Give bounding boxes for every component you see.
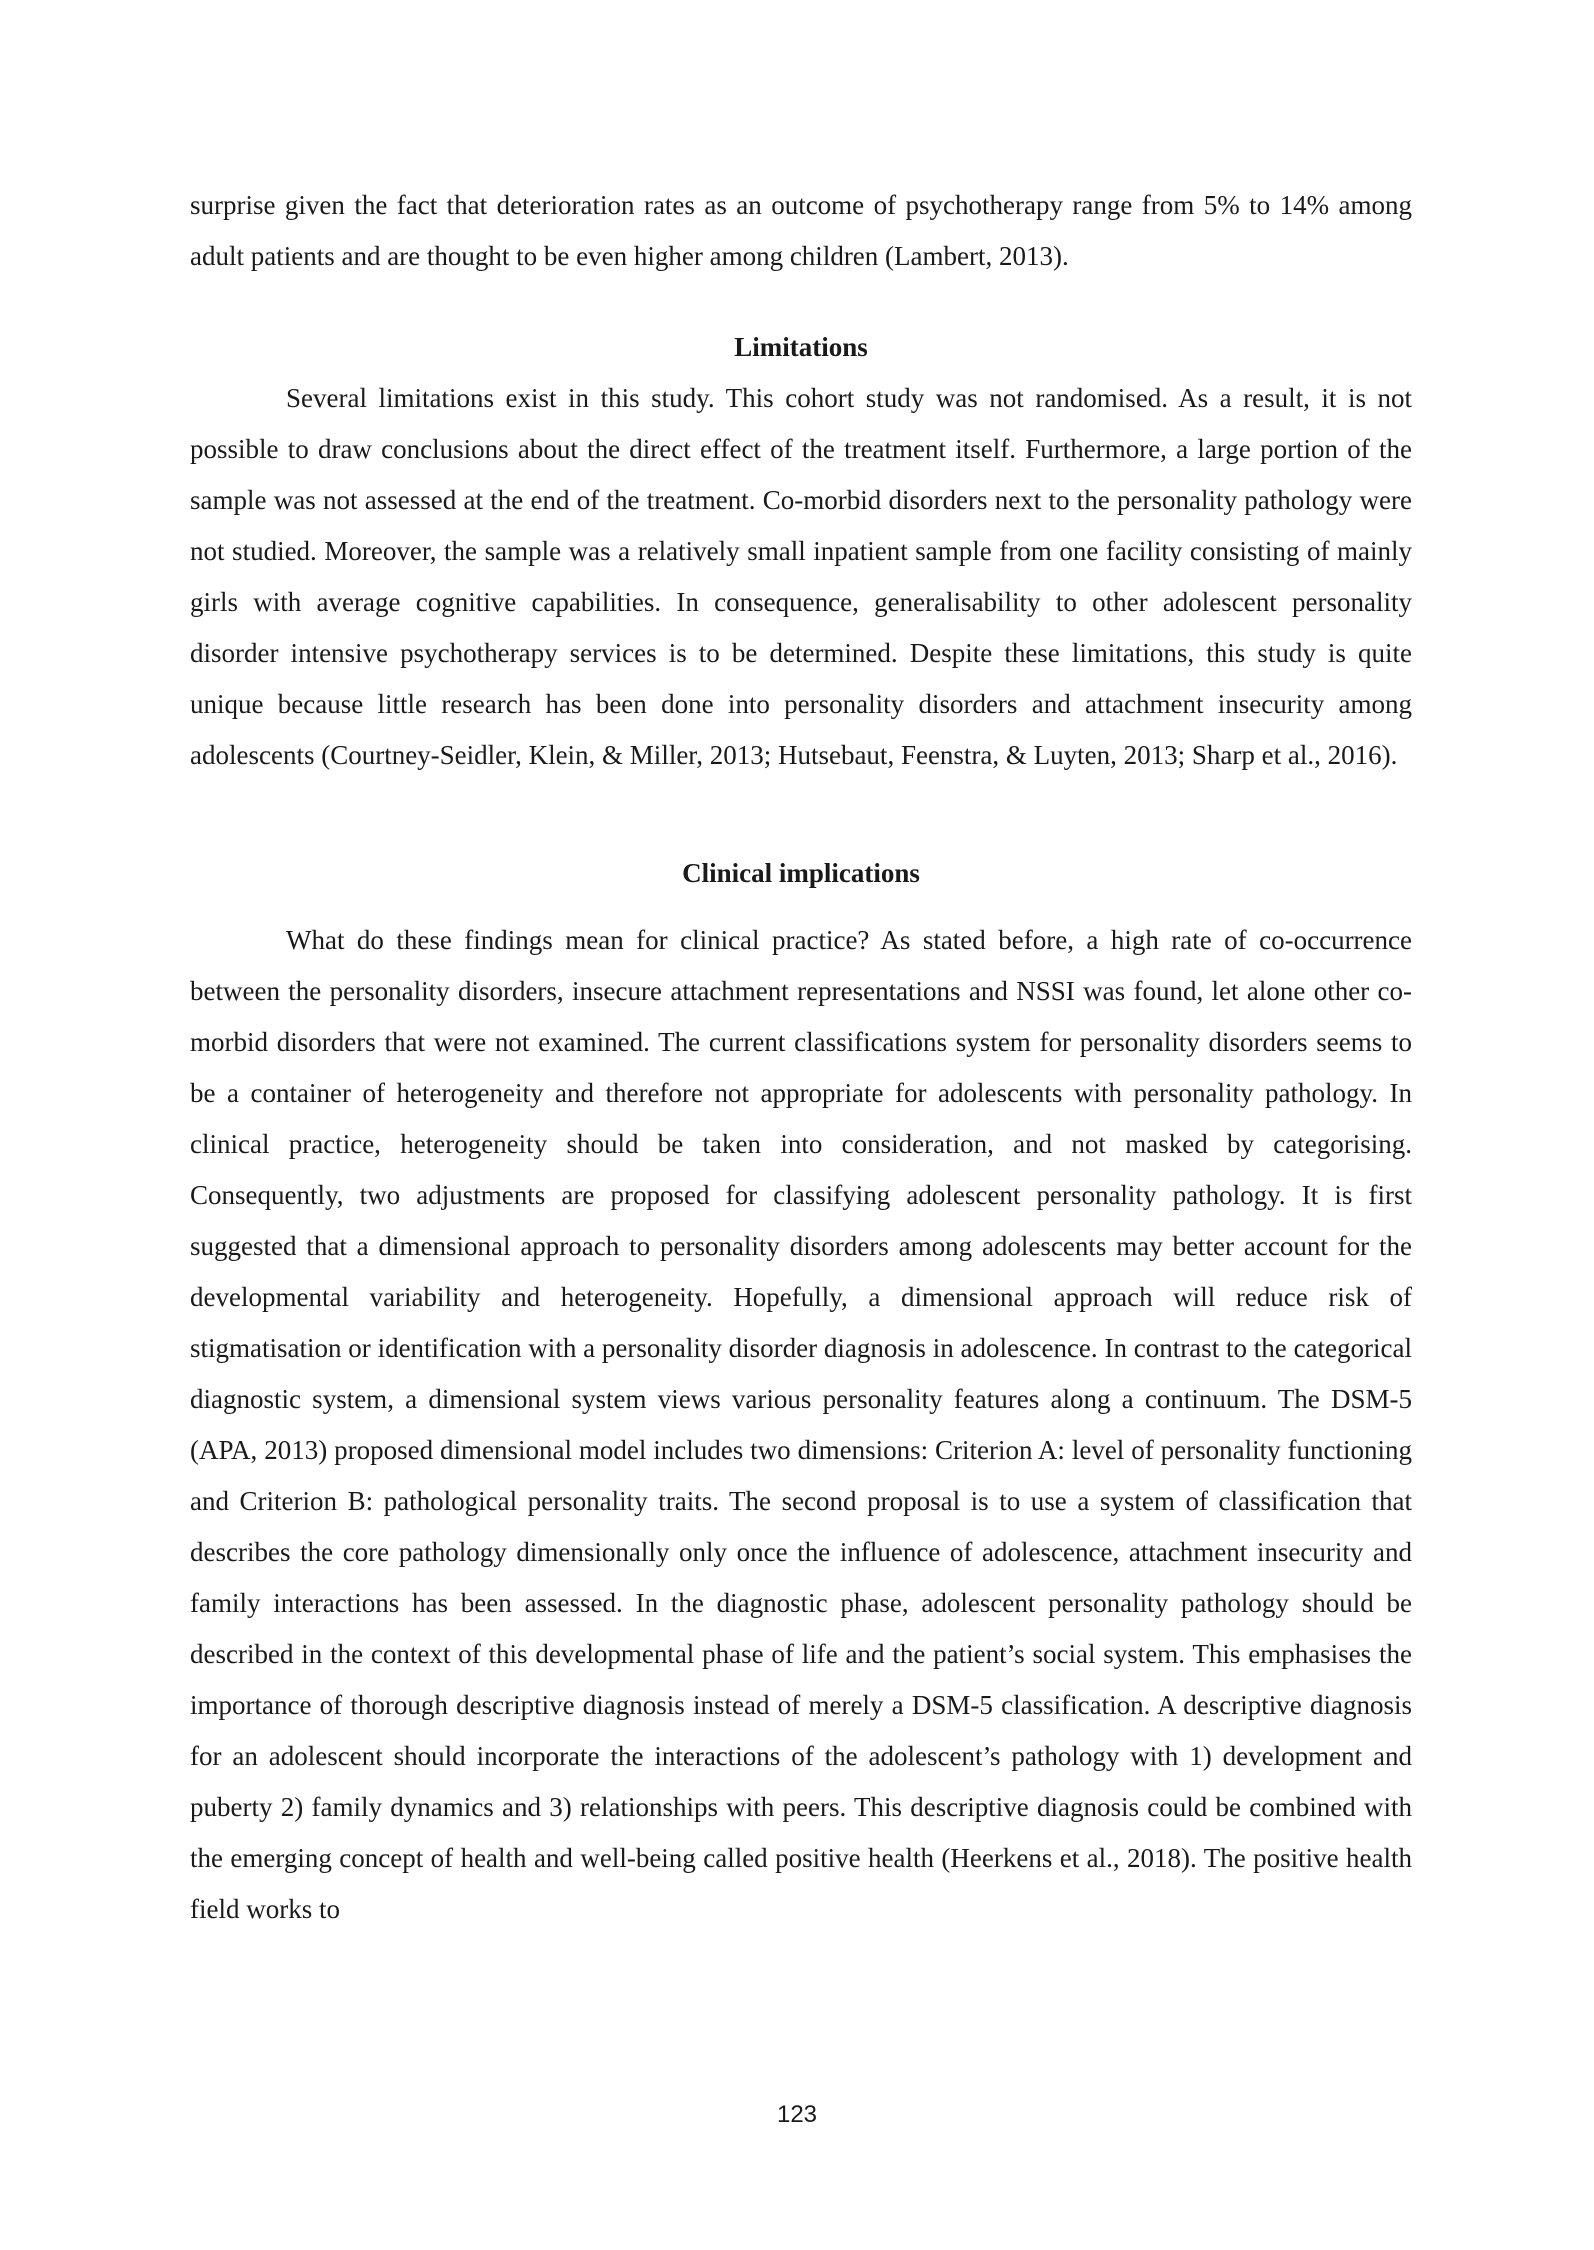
clinical-implications-heading: Clinical implications xyxy=(682,858,920,888)
intro-paragraph: surprise given the fact that deterioration rates as an outcome of psychotherapy range from 5% to 14% among adult patients and are thought to be even higher among children (Lambert, 2013). xyxy=(190,190,1412,271)
document-page xyxy=(190,180,1412,1935)
limitations-paragraph: Several limitations exist in this study. This cohort study was not randomised. As a result, it is not possible to draw conclusions about the direct effect of the treatment itself. Furthermore, a large portion of the sample was not assessed at the end of the treatment. Co-morbid disorders next to the personality pathology were not studied. Moreover, the sample was a relatively small inpatient sample from one facility consisting of mainly girls with average cognitive capabilities. In consequence, generalisability to other adolescent personality disorder intensive psychotherapy services is to be determined. Despite these limitations, this study is quite unique because little research has been done into personality disorders and attachment insecurity among adolescents (Courtney-Seidler, Klein, & Miller, 2013; Hutsebaut, Feenstra, & Luyten, 2013; Sharp et al., 2016). xyxy=(190,383,1412,770)
limitations-heading: Limitations xyxy=(734,332,868,362)
page-number: 123 xyxy=(776,2101,818,2128)
clinical-implications-paragraph: What do these findings mean for clinical practice? As stated before, a high rate of co-occurrence between the personality disorders, insecure attachment representations and NSSI was found, let alone other co-morbid disorders that were not examined. The current classifications system for personality disorders seems to be a container of heterogeneity and therefore not appropriate for adolescents with personality pathology. In clinical practice, heterogeneity should be taken into consideration, and not masked by categorising. Consequently, two adjustments are proposed for classifying adolescent personality pathology. It is first suggested that a dimensional approach to personality disorders among adolescents may better account for the developmental variability and heterogeneity. Hopefully, a dimensional approach will reduce risk of stigmatisation or identification with a personality disorder diagnosis in adolescence. In contrast to the categorical diagnostic system, a dimensional system views various personality features along a continuum. The DSM-5 (APA, 2013) proposed dimensional model includes two dimensions: Criterion A: level of personality functioning and Criterion B: pathological personality traits. The second proposal is to use a system of classification that describes the core pathology dimensionally only once the influence of adolescence, attachment insecurity and family interactions has been assessed. In the diagnostic phase, adolescent personality pathology should be described in the context of this developmental phase of life and the patient’s social system. This emphasises the importance of thorough descriptive diagnosis instead of merely a DSM-5 classification. A descriptive diagnosis for an adolescent should incorporate the interactions of the adolescent’s pathology with 1) development and puberty 2) family dynamics and 3) relationships with peers. This descriptive diagnosis could be combined with the emerging concept of health and well-being called positive health (Heerkens et al., 2018). The positive health field works to xyxy=(190,925,1412,1924)
